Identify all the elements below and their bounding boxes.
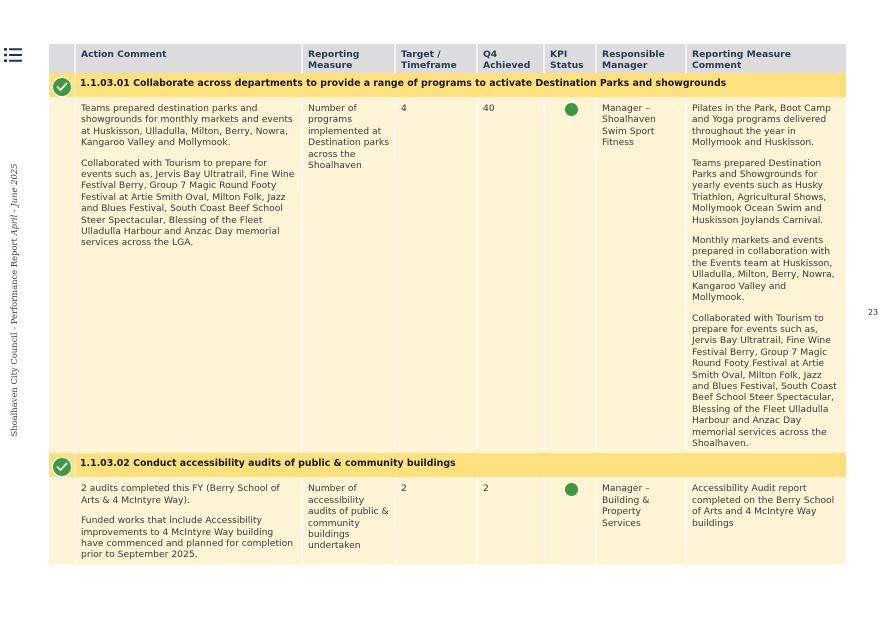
q4-achieved-cell: 40 xyxy=(477,97,544,453)
kpi-status-green-icon xyxy=(565,483,578,496)
comment-paragraph: Teams prepared Destination Parks and Showgrounds for yearly events such as Husky Triathlon, Agricultural Shows, Mollymook Ocean Swim and Huskisson Joylands Carnival. xyxy=(692,157,827,226)
action-comment-cell xyxy=(75,97,302,453)
section-title: 1.1.03.01 Collaborate across departments to provide a range of programs to activate Destination Parks and showgrounds xyxy=(80,78,727,89)
action-comment-paragraph: 2 audits completed this FY (Berry School of Arts & 4 McIntyre Way). xyxy=(81,483,280,506)
section-title: 1.1.03.02 Conduct accessibility audits of public & community buildings xyxy=(80,458,456,470)
table-header-row xyxy=(49,44,846,73)
check-circle-icon xyxy=(52,77,72,97)
table-row xyxy=(49,97,846,453)
table-row xyxy=(49,477,846,565)
responsible-manager-cell: Manager – Building & Property Services xyxy=(596,477,686,565)
section-status-cell xyxy=(49,73,75,97)
empty-cell xyxy=(49,477,75,565)
report-title-text: Shoalhaven City Council - Performance Report xyxy=(9,235,19,437)
comment-paragraph: Pilates in the Park, Boot Camp and Yoga programs delivered throughout the year in Mollymook and Huskisson. xyxy=(692,103,831,149)
reporting-measure-cell: Number of programs implemented at Destination parks across the Shoalhaven xyxy=(302,97,395,453)
reporting-measure-cell: Number of accessibility audits of public & community buildings undertaken xyxy=(302,477,395,565)
action-comment-paragraph: Teams prepared destination parks and showgrounds for monthly markets and events at Huskisson, Ulladulla, Milton, Berry, Nowra, Kangaroo Valley and Mollymook. xyxy=(81,103,293,149)
page-number: 23 xyxy=(868,308,879,317)
section-status-cell xyxy=(49,453,75,477)
action-comment-paragraph: Collaborated with Tourism to prepare for events such as, Jervis Bay Ultratrail, Fine Wine Festival Berry, Group 7 Magic Round Footy Festival at Artie Smith Oval, Milton Folk, Jazz and Blues Festival, South Coast Beef School Steer Spectacular, Blessing of the Fleet Ulladulla Harbour and Anzac Day memorial services across the LGA. xyxy=(81,157,295,249)
reporting-measure-comment-cell xyxy=(686,477,846,565)
section-header-row xyxy=(49,73,846,97)
target-cell: 2 xyxy=(395,477,477,565)
action-comment-cell xyxy=(75,477,302,565)
header-target-timeframe: Target / Timeframe xyxy=(395,44,477,73)
section-title-cell xyxy=(75,453,846,477)
kpi-status-green-icon xyxy=(565,103,578,116)
header-kpi-status: KPI Status xyxy=(544,44,596,73)
section-title-cell xyxy=(75,73,846,97)
performance-report-table xyxy=(49,44,846,565)
empty-cell xyxy=(49,97,75,453)
kpi-status-cell xyxy=(544,477,596,565)
check-circle-icon xyxy=(52,457,72,477)
responsible-manager-cell: Manager – Shoalhaven Swim Sport Fitness xyxy=(596,97,686,453)
report-period-text: April - June 2025 xyxy=(9,163,19,236)
q4-achieved-cell: 2 xyxy=(477,477,544,565)
header-reporting-measure-comment: Reporting Measure Comment xyxy=(686,44,846,73)
comment-paragraph: Accessibility Audit report completed on the Berry School of Arts and 4 McIntyre Way buildings xyxy=(692,483,835,529)
list-menu-icon[interactable] xyxy=(4,47,22,63)
header-action-comment: Action Comment xyxy=(75,44,302,73)
section-header-row xyxy=(49,453,846,477)
reporting-measure-comment-cell xyxy=(686,97,846,453)
comment-paragraph: Collaborated with Tourism to prepare for events such as, Jervis Bay Ultratrail, Fine Wine Festival Berry, Group 7 Magic Round Footy Festival at Artie Smith Oval, Milton Folk, Jazz and Blues Festival, South Coast Beef School Steer Spectacular, Blessing of the Fleet Ulladulla Harbour and Anzac Day memorial services across the Shoalhaven. xyxy=(692,312,837,449)
comment-paragraph: Monthly markets and events prepared in collaboration with the Events team at Huskisson, Ulladulla, Milton, Berry, Nowra, Kangaroo Valley and Mollymook. xyxy=(692,235,835,304)
report-side-caption xyxy=(9,164,19,437)
header-reporting-measure: Reporting Measure xyxy=(302,44,395,73)
header-status xyxy=(49,44,75,73)
action-comment-paragraph: Funded works that include Accessibility improvements to 4 McIntyre Way building have commenced and planned for completion prior to September 2025. xyxy=(81,515,294,561)
header-responsible-manager: Responsible Manager xyxy=(596,44,686,73)
target-cell: 4 xyxy=(395,97,477,453)
kpi-status-cell xyxy=(544,97,596,453)
header-q4-achieved: Q4 Achieved xyxy=(477,44,544,73)
